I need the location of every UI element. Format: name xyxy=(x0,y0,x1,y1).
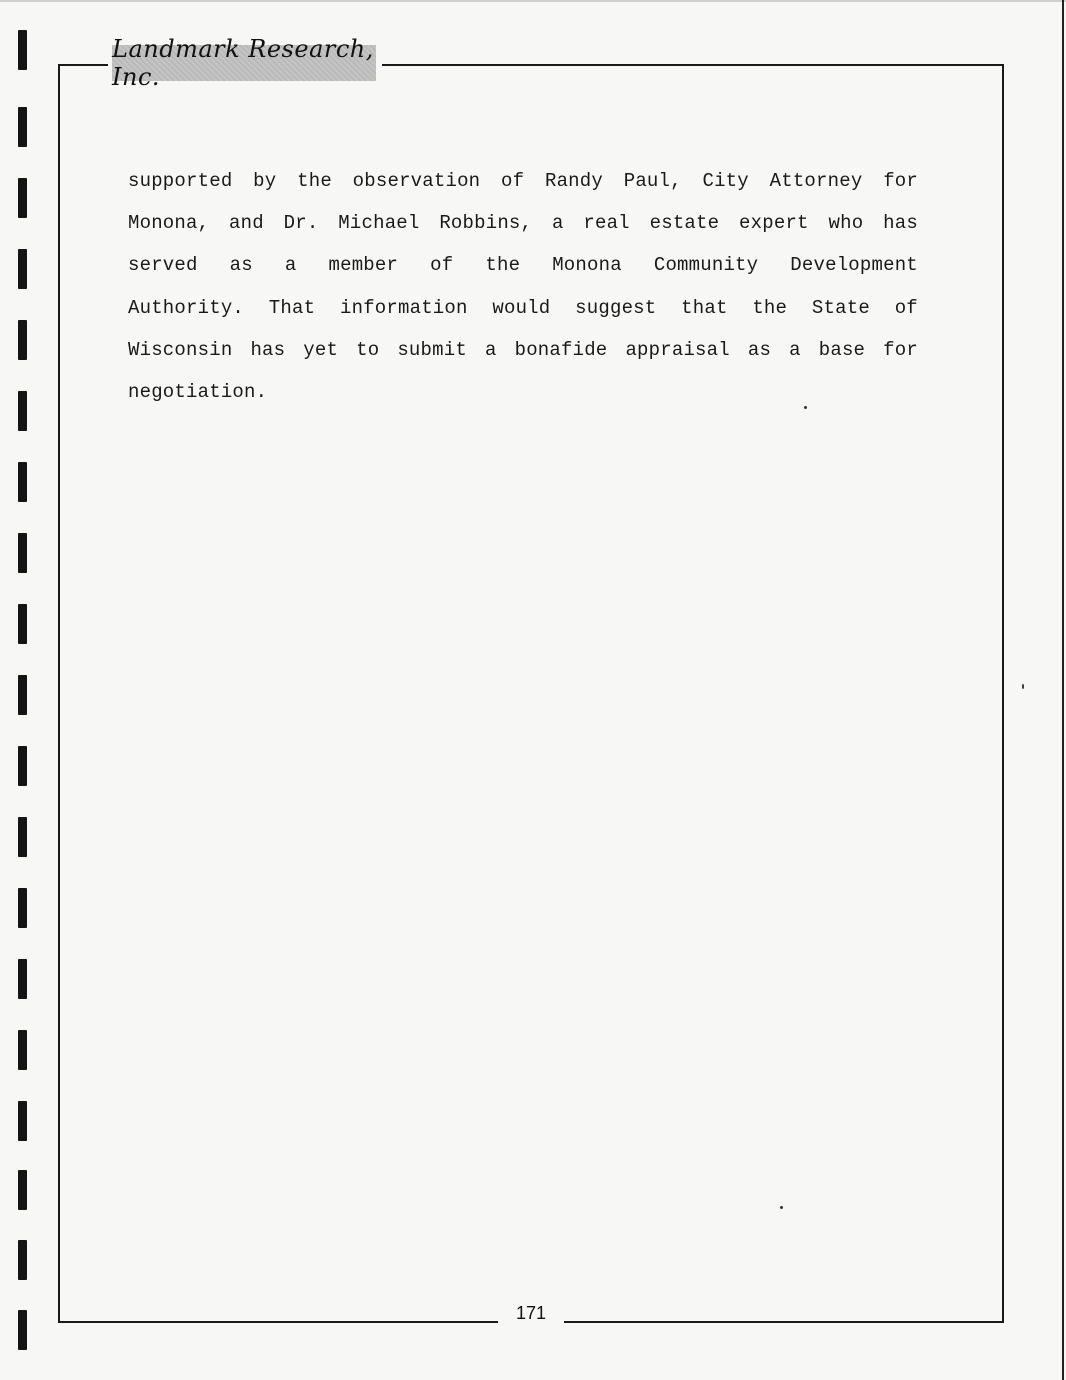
scan-speck xyxy=(804,406,807,409)
word: Community xyxy=(653,254,759,277)
binder-hole xyxy=(18,675,27,715)
text-line xyxy=(128,371,918,413)
word: for xyxy=(883,338,918,361)
word: Monona xyxy=(552,254,622,277)
binder-hole xyxy=(18,817,27,857)
word: a xyxy=(789,338,801,361)
company-logo xyxy=(112,35,376,91)
word: to xyxy=(356,338,380,361)
binder-hole xyxy=(18,746,27,786)
binder-holes xyxy=(18,30,28,1360)
frame-bottom-right-rule xyxy=(564,1321,1004,1323)
text-line xyxy=(128,244,918,286)
binder-hole xyxy=(18,462,27,502)
word: Attorney xyxy=(769,170,863,192)
word: Paul, xyxy=(623,170,682,192)
frame-bottom-left-rule xyxy=(58,1321,498,1323)
word: the xyxy=(752,296,788,319)
word: State xyxy=(811,296,870,319)
binder-hole xyxy=(18,533,27,573)
word: information xyxy=(339,296,468,319)
word: Monona, xyxy=(128,212,210,235)
binder-hole xyxy=(18,604,27,644)
word: supported xyxy=(128,170,233,192)
text-line xyxy=(128,329,918,371)
frame-left-rule xyxy=(58,64,60,1323)
page-top-edge xyxy=(0,0,1066,2)
word: member xyxy=(328,254,399,277)
word: yet xyxy=(303,338,339,361)
word: would xyxy=(492,296,551,319)
word: Wisconsin xyxy=(128,338,233,361)
scan-speck xyxy=(1022,684,1024,689)
binder-hole xyxy=(18,959,27,999)
word: Authority. xyxy=(128,296,245,319)
binder-hole xyxy=(18,249,27,289)
binder-hole xyxy=(18,888,27,928)
word: who xyxy=(828,212,864,235)
binder-hole xyxy=(18,30,27,70)
frame-top-right-rule xyxy=(382,64,1004,66)
word: suggest xyxy=(575,296,657,319)
word: of xyxy=(501,170,525,192)
word: as xyxy=(229,254,253,277)
scan-speck xyxy=(780,1206,783,1209)
page-number: 171 xyxy=(515,1303,547,1323)
binder-hole xyxy=(18,1240,27,1280)
word: a xyxy=(551,212,564,235)
text-line xyxy=(128,160,918,202)
binder-hole xyxy=(18,1101,27,1141)
word: bonafide xyxy=(514,338,608,361)
word: a xyxy=(484,338,497,361)
word: for xyxy=(883,170,918,192)
word: served xyxy=(128,254,198,277)
word: a xyxy=(284,254,297,277)
word: That xyxy=(268,296,316,319)
word: negotiation. xyxy=(128,380,268,403)
word: expert xyxy=(739,212,809,235)
binder-hole xyxy=(18,1170,27,1210)
word: submit xyxy=(397,338,467,361)
page-right-edge xyxy=(1062,0,1064,1380)
word: by xyxy=(253,170,277,192)
binder-hole xyxy=(18,178,27,218)
text-line xyxy=(128,202,918,244)
word: base xyxy=(818,338,866,361)
frame-right-rule xyxy=(1002,64,1004,1323)
word: real xyxy=(583,212,630,235)
word: the xyxy=(297,170,332,192)
binder-hole xyxy=(18,1310,27,1350)
binder-hole xyxy=(18,320,27,360)
word: Development xyxy=(790,254,918,277)
word: the xyxy=(485,254,521,277)
binder-hole xyxy=(18,107,27,147)
word: has xyxy=(250,338,286,361)
word: observation xyxy=(352,170,481,192)
word: Robbins, xyxy=(439,212,533,235)
word: Dr. xyxy=(283,212,319,235)
word: that xyxy=(681,296,728,319)
word: Michael xyxy=(338,212,420,235)
word: appraisal xyxy=(625,338,730,361)
word: of xyxy=(894,296,918,319)
word: City xyxy=(702,170,749,192)
text-line xyxy=(128,287,918,329)
word: of xyxy=(430,254,454,277)
word: as xyxy=(747,338,772,361)
company-logo-text: Landmark Research, Inc. xyxy=(112,35,374,91)
binder-hole xyxy=(18,1030,27,1070)
word: estate xyxy=(649,212,720,235)
word: has xyxy=(883,212,918,235)
frame-top-left-rule xyxy=(60,64,108,66)
word: Randy xyxy=(544,170,603,192)
word: and xyxy=(229,212,264,235)
binder-hole xyxy=(18,391,27,431)
body-paragraph xyxy=(128,160,918,413)
